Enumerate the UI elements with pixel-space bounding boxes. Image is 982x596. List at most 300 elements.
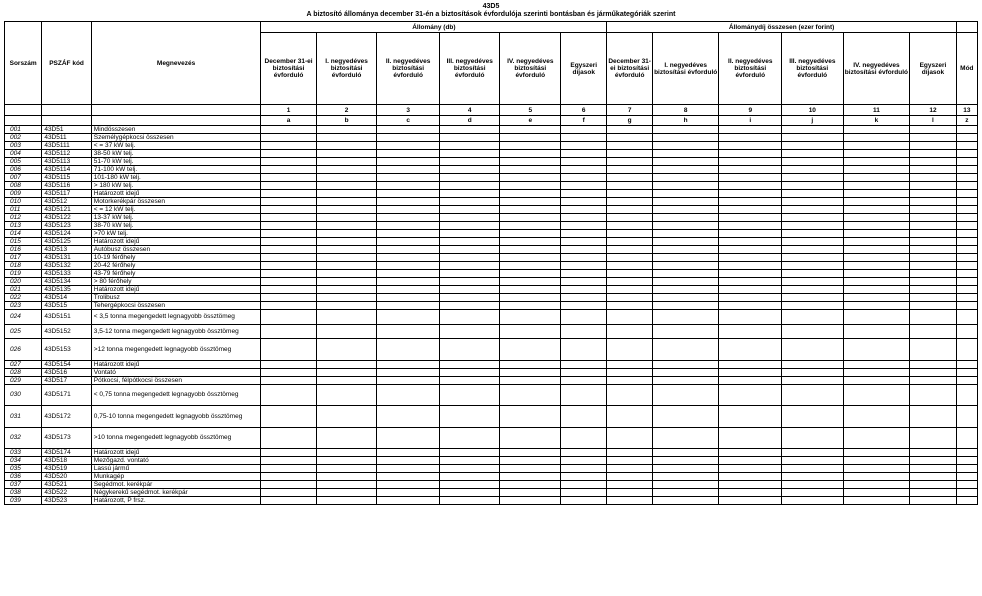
data-entry-cell[interactable] bbox=[843, 206, 910, 214]
data-entry-cell[interactable] bbox=[500, 294, 561, 302]
data-entry-cell[interactable] bbox=[439, 278, 500, 286]
data-entry-cell[interactable] bbox=[377, 190, 440, 198]
data-entry-cell[interactable] bbox=[316, 246, 377, 254]
data-entry-cell[interactable] bbox=[261, 222, 317, 230]
data-entry-cell[interactable] bbox=[316, 384, 377, 406]
data-entry-cell[interactable] bbox=[652, 150, 719, 158]
data-entry-cell[interactable] bbox=[261, 497, 317, 505]
data-entry-cell[interactable] bbox=[439, 198, 500, 206]
data-entry-cell[interactable] bbox=[782, 206, 844, 214]
data-entry-cell[interactable] bbox=[910, 182, 956, 190]
data-entry-cell[interactable] bbox=[500, 406, 561, 428]
data-entry-cell[interactable] bbox=[316, 206, 377, 214]
data-entry-cell[interactable] bbox=[377, 489, 440, 497]
data-entry-cell[interactable] bbox=[500, 214, 561, 222]
data-entry-cell[interactable] bbox=[316, 465, 377, 473]
data-entry-cell[interactable] bbox=[782, 150, 844, 158]
data-entry-cell[interactable] bbox=[439, 238, 500, 246]
data-entry-cell[interactable] bbox=[607, 473, 652, 481]
data-entry-cell[interactable] bbox=[439, 254, 500, 262]
data-entry-cell[interactable] bbox=[316, 427, 377, 449]
data-entry-cell[interactable] bbox=[561, 190, 607, 198]
data-entry-cell[interactable] bbox=[316, 457, 377, 465]
data-entry-cell[interactable] bbox=[439, 134, 500, 142]
data-entry-cell[interactable] bbox=[561, 406, 607, 428]
data-entry-cell[interactable] bbox=[316, 310, 377, 325]
data-entry-cell[interactable] bbox=[652, 166, 719, 174]
data-entry-cell[interactable] bbox=[607, 142, 652, 150]
data-entry-cell[interactable] bbox=[377, 254, 440, 262]
data-entry-cell[interactable] bbox=[607, 465, 652, 473]
data-entry-cell[interactable] bbox=[377, 198, 440, 206]
data-entry-cell[interactable] bbox=[956, 230, 977, 238]
data-entry-cell[interactable] bbox=[843, 294, 910, 302]
data-entry-cell[interactable] bbox=[439, 270, 500, 278]
data-entry-cell[interactable] bbox=[561, 310, 607, 325]
data-entry-cell[interactable] bbox=[316, 166, 377, 174]
data-entry-cell[interactable] bbox=[956, 166, 977, 174]
data-entry-cell[interactable] bbox=[261, 254, 317, 262]
data-entry-cell[interactable] bbox=[910, 246, 956, 254]
data-entry-cell[interactable] bbox=[652, 182, 719, 190]
data-entry-cell[interactable] bbox=[910, 310, 956, 325]
data-entry-cell[interactable] bbox=[316, 198, 377, 206]
data-entry-cell[interactable] bbox=[910, 489, 956, 497]
data-entry-cell[interactable] bbox=[439, 206, 500, 214]
data-entry-cell[interactable] bbox=[719, 230, 782, 238]
data-entry-cell[interactable] bbox=[782, 254, 844, 262]
data-entry-cell[interactable] bbox=[607, 294, 652, 302]
data-entry-cell[interactable] bbox=[377, 339, 440, 361]
data-entry-cell[interactable] bbox=[561, 302, 607, 310]
data-entry-cell[interactable] bbox=[607, 368, 652, 376]
data-entry-cell[interactable] bbox=[377, 230, 440, 238]
data-entry-cell[interactable] bbox=[956, 384, 977, 406]
data-entry-cell[interactable] bbox=[910, 190, 956, 198]
data-entry-cell[interactable] bbox=[439, 489, 500, 497]
data-entry-cell[interactable] bbox=[439, 457, 500, 465]
data-entry-cell[interactable] bbox=[439, 142, 500, 150]
data-entry-cell[interactable] bbox=[652, 324, 719, 339]
data-entry-cell[interactable] bbox=[719, 489, 782, 497]
data-entry-cell[interactable] bbox=[607, 246, 652, 254]
data-entry-cell[interactable] bbox=[439, 190, 500, 198]
data-entry-cell[interactable] bbox=[652, 368, 719, 376]
data-entry-cell[interactable] bbox=[261, 150, 317, 158]
data-entry-cell[interactable] bbox=[782, 246, 844, 254]
data-entry-cell[interactable] bbox=[561, 222, 607, 230]
data-entry-cell[interactable] bbox=[782, 190, 844, 198]
data-entry-cell[interactable] bbox=[439, 166, 500, 174]
data-entry-cell[interactable] bbox=[843, 376, 910, 384]
data-entry-cell[interactable] bbox=[843, 465, 910, 473]
data-entry-cell[interactable] bbox=[377, 376, 440, 384]
data-entry-cell[interactable] bbox=[500, 134, 561, 142]
data-entry-cell[interactable] bbox=[910, 368, 956, 376]
data-entry-cell[interactable] bbox=[652, 214, 719, 222]
data-entry-cell[interactable] bbox=[956, 457, 977, 465]
data-entry-cell[interactable] bbox=[377, 166, 440, 174]
data-entry-cell[interactable] bbox=[843, 158, 910, 166]
data-entry-cell[interactable] bbox=[782, 238, 844, 246]
data-entry-cell[interactable] bbox=[500, 457, 561, 465]
data-entry-cell[interactable] bbox=[261, 190, 317, 198]
data-entry-cell[interactable] bbox=[561, 481, 607, 489]
data-entry-cell[interactable] bbox=[956, 376, 977, 384]
data-entry-cell[interactable] bbox=[500, 278, 561, 286]
data-entry-cell[interactable] bbox=[261, 238, 317, 246]
data-entry-cell[interactable] bbox=[652, 449, 719, 457]
data-entry-cell[interactable] bbox=[652, 126, 719, 134]
data-entry-cell[interactable] bbox=[561, 324, 607, 339]
data-entry-cell[interactable] bbox=[719, 497, 782, 505]
data-entry-cell[interactable] bbox=[843, 406, 910, 428]
data-entry-cell[interactable] bbox=[843, 339, 910, 361]
data-entry-cell[interactable] bbox=[652, 465, 719, 473]
data-entry-cell[interactable] bbox=[561, 238, 607, 246]
data-entry-cell[interactable] bbox=[956, 198, 977, 206]
data-entry-cell[interactable] bbox=[261, 294, 317, 302]
data-entry-cell[interactable] bbox=[782, 310, 844, 325]
data-entry-cell[interactable] bbox=[843, 182, 910, 190]
data-entry-cell[interactable] bbox=[561, 254, 607, 262]
data-entry-cell[interactable] bbox=[843, 278, 910, 286]
data-entry-cell[interactable] bbox=[843, 449, 910, 457]
data-entry-cell[interactable] bbox=[261, 324, 317, 339]
data-entry-cell[interactable] bbox=[719, 190, 782, 198]
data-entry-cell[interactable] bbox=[956, 449, 977, 457]
data-entry-cell[interactable] bbox=[261, 182, 317, 190]
data-entry-cell[interactable] bbox=[607, 190, 652, 198]
data-entry-cell[interactable] bbox=[652, 206, 719, 214]
data-entry-cell[interactable] bbox=[956, 246, 977, 254]
data-entry-cell[interactable] bbox=[652, 457, 719, 465]
data-entry-cell[interactable] bbox=[377, 222, 440, 230]
data-entry-cell[interactable] bbox=[719, 150, 782, 158]
data-entry-cell[interactable] bbox=[719, 473, 782, 481]
data-entry-cell[interactable] bbox=[561, 270, 607, 278]
data-entry-cell[interactable] bbox=[956, 324, 977, 339]
data-entry-cell[interactable] bbox=[261, 384, 317, 406]
data-entry-cell[interactable] bbox=[719, 206, 782, 214]
data-entry-cell[interactable] bbox=[719, 302, 782, 310]
data-entry-cell[interactable] bbox=[316, 142, 377, 150]
data-entry-cell[interactable] bbox=[652, 278, 719, 286]
data-entry-cell[interactable] bbox=[843, 384, 910, 406]
data-entry-cell[interactable] bbox=[439, 310, 500, 325]
data-entry-cell[interactable] bbox=[652, 270, 719, 278]
data-entry-cell[interactable] bbox=[261, 360, 317, 368]
data-entry-cell[interactable] bbox=[439, 406, 500, 428]
data-entry-cell[interactable] bbox=[316, 222, 377, 230]
data-entry-cell[interactable] bbox=[719, 182, 782, 190]
data-entry-cell[interactable] bbox=[500, 286, 561, 294]
data-entry-cell[interactable] bbox=[377, 465, 440, 473]
data-entry-cell[interactable] bbox=[843, 222, 910, 230]
data-entry-cell[interactable] bbox=[652, 481, 719, 489]
data-entry-cell[interactable] bbox=[910, 270, 956, 278]
data-entry-cell[interactable] bbox=[377, 310, 440, 325]
data-entry-cell[interactable] bbox=[316, 230, 377, 238]
data-entry-cell[interactable] bbox=[377, 302, 440, 310]
data-entry-cell[interactable] bbox=[843, 214, 910, 222]
data-entry-cell[interactable] bbox=[500, 489, 561, 497]
data-entry-cell[interactable] bbox=[607, 206, 652, 214]
data-entry-cell[interactable] bbox=[782, 368, 844, 376]
data-entry-cell[interactable] bbox=[956, 302, 977, 310]
data-entry-cell[interactable] bbox=[500, 427, 561, 449]
data-entry-cell[interactable] bbox=[500, 238, 561, 246]
data-entry-cell[interactable] bbox=[261, 230, 317, 238]
data-entry-cell[interactable] bbox=[843, 190, 910, 198]
data-entry-cell[interactable] bbox=[910, 158, 956, 166]
data-entry-cell[interactable] bbox=[261, 126, 317, 134]
data-entry-cell[interactable] bbox=[439, 230, 500, 238]
data-entry-cell[interactable] bbox=[782, 497, 844, 505]
data-entry-cell[interactable] bbox=[316, 339, 377, 361]
data-entry-cell[interactable] bbox=[910, 150, 956, 158]
data-entry-cell[interactable] bbox=[782, 142, 844, 150]
data-entry-cell[interactable] bbox=[261, 449, 317, 457]
data-entry-cell[interactable] bbox=[500, 262, 561, 270]
data-entry-cell[interactable] bbox=[956, 206, 977, 214]
data-entry-cell[interactable] bbox=[719, 406, 782, 428]
data-entry-cell[interactable] bbox=[652, 406, 719, 428]
data-entry-cell[interactable] bbox=[782, 457, 844, 465]
data-entry-cell[interactable] bbox=[439, 150, 500, 158]
data-entry-cell[interactable] bbox=[439, 465, 500, 473]
data-entry-cell[interactable] bbox=[652, 339, 719, 361]
data-entry-cell[interactable] bbox=[607, 150, 652, 158]
data-entry-cell[interactable] bbox=[782, 166, 844, 174]
data-entry-cell[interactable] bbox=[607, 198, 652, 206]
data-entry-cell[interactable] bbox=[719, 360, 782, 368]
data-entry-cell[interactable] bbox=[607, 302, 652, 310]
data-entry-cell[interactable] bbox=[500, 150, 561, 158]
data-entry-cell[interactable] bbox=[719, 246, 782, 254]
data-entry-cell[interactable] bbox=[910, 286, 956, 294]
data-entry-cell[interactable] bbox=[652, 230, 719, 238]
data-entry-cell[interactable] bbox=[439, 368, 500, 376]
data-entry-cell[interactable] bbox=[910, 230, 956, 238]
data-entry-cell[interactable] bbox=[782, 465, 844, 473]
data-entry-cell[interactable] bbox=[439, 449, 500, 457]
data-entry-cell[interactable] bbox=[316, 214, 377, 222]
data-entry-cell[interactable] bbox=[500, 376, 561, 384]
data-entry-cell[interactable] bbox=[910, 174, 956, 182]
data-entry-cell[interactable] bbox=[316, 360, 377, 368]
data-entry-cell[interactable] bbox=[956, 174, 977, 182]
data-entry-cell[interactable] bbox=[956, 339, 977, 361]
data-entry-cell[interactable] bbox=[500, 158, 561, 166]
data-entry-cell[interactable] bbox=[956, 278, 977, 286]
data-entry-cell[interactable] bbox=[607, 324, 652, 339]
data-entry-cell[interactable] bbox=[652, 286, 719, 294]
data-entry-cell[interactable] bbox=[561, 294, 607, 302]
data-entry-cell[interactable] bbox=[719, 134, 782, 142]
data-entry-cell[interactable] bbox=[607, 254, 652, 262]
data-entry-cell[interactable] bbox=[782, 406, 844, 428]
data-entry-cell[interactable] bbox=[607, 222, 652, 230]
data-entry-cell[interactable] bbox=[910, 278, 956, 286]
data-entry-cell[interactable] bbox=[561, 182, 607, 190]
data-entry-cell[interactable] bbox=[910, 254, 956, 262]
data-entry-cell[interactable] bbox=[652, 238, 719, 246]
data-entry-cell[interactable] bbox=[607, 270, 652, 278]
data-entry-cell[interactable] bbox=[843, 134, 910, 142]
data-entry-cell[interactable] bbox=[782, 230, 844, 238]
data-entry-cell[interactable] bbox=[719, 449, 782, 457]
data-entry-cell[interactable] bbox=[956, 489, 977, 497]
data-entry-cell[interactable] bbox=[261, 310, 317, 325]
data-entry-cell[interactable] bbox=[316, 126, 377, 134]
data-entry-cell[interactable] bbox=[316, 302, 377, 310]
data-entry-cell[interactable] bbox=[843, 427, 910, 449]
data-entry-cell[interactable] bbox=[652, 222, 719, 230]
data-entry-cell[interactable] bbox=[719, 294, 782, 302]
data-entry-cell[interactable] bbox=[377, 324, 440, 339]
data-entry-cell[interactable] bbox=[500, 190, 561, 198]
data-entry-cell[interactable] bbox=[377, 384, 440, 406]
data-entry-cell[interactable] bbox=[910, 384, 956, 406]
data-entry-cell[interactable] bbox=[910, 238, 956, 246]
data-entry-cell[interactable] bbox=[261, 142, 317, 150]
data-entry-cell[interactable] bbox=[316, 286, 377, 294]
data-entry-cell[interactable] bbox=[652, 302, 719, 310]
data-entry-cell[interactable] bbox=[843, 262, 910, 270]
data-entry-cell[interactable] bbox=[500, 310, 561, 325]
data-entry-cell[interactable] bbox=[439, 294, 500, 302]
data-entry-cell[interactable] bbox=[377, 360, 440, 368]
data-entry-cell[interactable] bbox=[561, 376, 607, 384]
data-entry-cell[interactable] bbox=[500, 270, 561, 278]
data-entry-cell[interactable] bbox=[956, 262, 977, 270]
data-entry-cell[interactable] bbox=[561, 465, 607, 473]
data-entry-cell[interactable] bbox=[956, 481, 977, 489]
data-entry-cell[interactable] bbox=[261, 406, 317, 428]
data-entry-cell[interactable] bbox=[956, 222, 977, 230]
data-entry-cell[interactable] bbox=[607, 310, 652, 325]
data-entry-cell[interactable] bbox=[910, 427, 956, 449]
data-entry-cell[interactable] bbox=[500, 324, 561, 339]
data-entry-cell[interactable] bbox=[719, 222, 782, 230]
data-entry-cell[interactable] bbox=[607, 489, 652, 497]
data-entry-cell[interactable] bbox=[561, 368, 607, 376]
data-entry-cell[interactable] bbox=[956, 360, 977, 368]
data-entry-cell[interactable] bbox=[377, 406, 440, 428]
data-entry-cell[interactable] bbox=[500, 166, 561, 174]
data-entry-cell[interactable] bbox=[910, 142, 956, 150]
data-entry-cell[interactable] bbox=[377, 142, 440, 150]
data-entry-cell[interactable] bbox=[316, 449, 377, 457]
data-entry-cell[interactable] bbox=[561, 360, 607, 368]
data-entry-cell[interactable] bbox=[843, 302, 910, 310]
data-entry-cell[interactable] bbox=[607, 360, 652, 368]
data-entry-cell[interactable] bbox=[261, 262, 317, 270]
data-entry-cell[interactable] bbox=[843, 230, 910, 238]
data-entry-cell[interactable] bbox=[561, 449, 607, 457]
data-entry-cell[interactable] bbox=[439, 497, 500, 505]
data-entry-cell[interactable] bbox=[956, 368, 977, 376]
data-entry-cell[interactable] bbox=[782, 302, 844, 310]
data-entry-cell[interactable] bbox=[782, 427, 844, 449]
data-entry-cell[interactable] bbox=[261, 376, 317, 384]
data-entry-cell[interactable] bbox=[607, 134, 652, 142]
data-entry-cell[interactable] bbox=[652, 158, 719, 166]
data-entry-cell[interactable] bbox=[843, 142, 910, 150]
data-entry-cell[interactable] bbox=[500, 206, 561, 214]
data-entry-cell[interactable] bbox=[719, 278, 782, 286]
data-entry-cell[interactable] bbox=[261, 158, 317, 166]
data-entry-cell[interactable] bbox=[782, 182, 844, 190]
data-entry-cell[interactable] bbox=[261, 270, 317, 278]
data-entry-cell[interactable] bbox=[652, 142, 719, 150]
data-entry-cell[interactable] bbox=[782, 384, 844, 406]
data-entry-cell[interactable] bbox=[782, 481, 844, 489]
data-entry-cell[interactable] bbox=[843, 166, 910, 174]
data-entry-cell[interactable] bbox=[561, 286, 607, 294]
data-entry-cell[interactable] bbox=[652, 360, 719, 368]
data-entry-cell[interactable] bbox=[910, 206, 956, 214]
data-entry-cell[interactable] bbox=[500, 481, 561, 489]
data-entry-cell[interactable] bbox=[782, 158, 844, 166]
data-entry-cell[interactable] bbox=[843, 174, 910, 182]
data-entry-cell[interactable] bbox=[561, 339, 607, 361]
data-entry-cell[interactable] bbox=[561, 473, 607, 481]
data-entry-cell[interactable] bbox=[652, 134, 719, 142]
data-entry-cell[interactable] bbox=[719, 166, 782, 174]
data-entry-cell[interactable] bbox=[843, 497, 910, 505]
data-entry-cell[interactable] bbox=[261, 457, 317, 465]
data-entry-cell[interactable] bbox=[439, 262, 500, 270]
data-entry-cell[interactable] bbox=[377, 278, 440, 286]
data-entry-cell[interactable] bbox=[652, 262, 719, 270]
data-entry-cell[interactable] bbox=[500, 302, 561, 310]
data-entry-cell[interactable] bbox=[956, 142, 977, 150]
data-entry-cell[interactable] bbox=[316, 158, 377, 166]
data-entry-cell[interactable] bbox=[439, 286, 500, 294]
data-entry-cell[interactable] bbox=[607, 457, 652, 465]
data-entry-cell[interactable] bbox=[843, 368, 910, 376]
data-entry-cell[interactable] bbox=[316, 278, 377, 286]
data-entry-cell[interactable] bbox=[910, 126, 956, 134]
data-entry-cell[interactable] bbox=[561, 457, 607, 465]
data-entry-cell[interactable] bbox=[910, 166, 956, 174]
data-entry-cell[interactable] bbox=[316, 270, 377, 278]
data-entry-cell[interactable] bbox=[607, 230, 652, 238]
data-entry-cell[interactable] bbox=[956, 427, 977, 449]
data-entry-cell[interactable] bbox=[782, 222, 844, 230]
data-entry-cell[interactable] bbox=[316, 481, 377, 489]
data-entry-cell[interactable] bbox=[439, 158, 500, 166]
data-entry-cell[interactable] bbox=[377, 134, 440, 142]
data-entry-cell[interactable] bbox=[561, 174, 607, 182]
data-entry-cell[interactable] bbox=[439, 126, 500, 134]
data-entry-cell[interactable] bbox=[561, 384, 607, 406]
data-entry-cell[interactable] bbox=[316, 376, 377, 384]
data-entry-cell[interactable] bbox=[607, 497, 652, 505]
data-entry-cell[interactable] bbox=[956, 158, 977, 166]
data-entry-cell[interactable] bbox=[910, 473, 956, 481]
data-entry-cell[interactable] bbox=[607, 406, 652, 428]
data-entry-cell[interactable] bbox=[607, 174, 652, 182]
data-entry-cell[interactable] bbox=[261, 174, 317, 182]
data-entry-cell[interactable] bbox=[652, 254, 719, 262]
data-entry-cell[interactable] bbox=[782, 270, 844, 278]
data-entry-cell[interactable] bbox=[956, 254, 977, 262]
data-entry-cell[interactable] bbox=[500, 142, 561, 150]
data-entry-cell[interactable] bbox=[782, 126, 844, 134]
